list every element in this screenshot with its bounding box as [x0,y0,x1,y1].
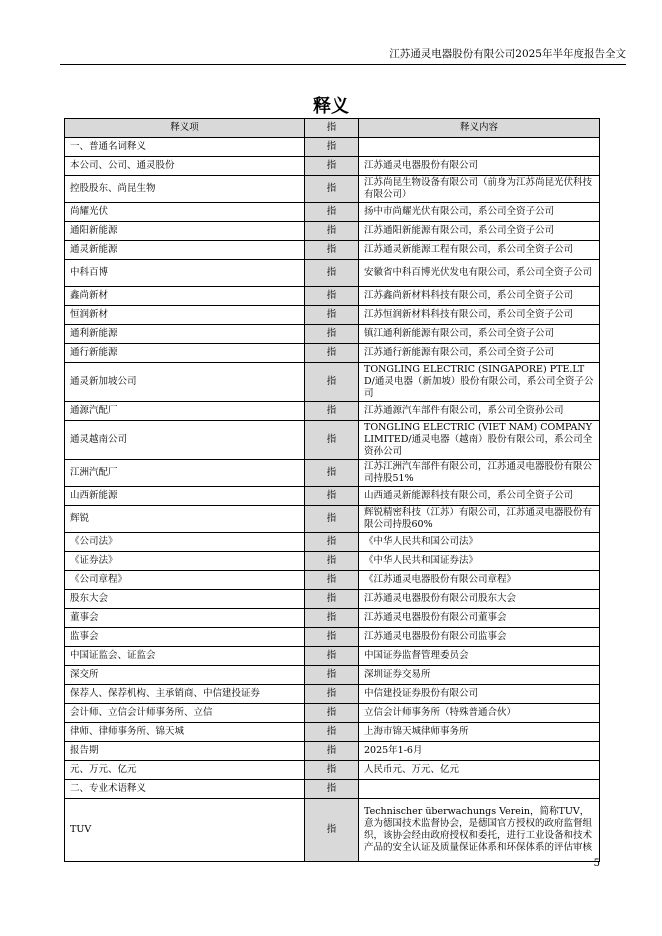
ref-cell: 指 [305,799,359,862]
definition-cell: 江苏尚昆生物设备有限公司（前身为江苏尚昆光伏科技有限公司） [359,176,600,203]
definition-cell: 江苏鑫尚新材料科技有限公司，系公司全资子公司 [359,287,600,306]
ref-cell: 指 [305,287,359,306]
term-cell: TUV [65,799,305,862]
definition-cell: 深圳证券交易所 [359,666,600,685]
definition-cell: 江苏通阳新能源有限公司，系公司全资子公司 [359,222,600,241]
definition-cell: 江苏通灵新能源工程有限公司，系公司全资子公司 [359,241,600,260]
term-cell: 报告期 [65,742,305,761]
ref-cell: 指 [305,402,359,421]
term-cell: 通行新能源 [65,344,305,363]
term-cell: 本公司、公司、通灵股份 [65,157,305,176]
definition-cell [359,780,600,799]
table-row [65,287,600,306]
definition-cell: 《中华人民共和国证券法》 [359,552,600,571]
ref-cell: 指 [305,138,359,157]
table-row [65,138,600,157]
term-cell: 《公司法》 [65,533,305,552]
term-cell: 二、专业术语释义 [65,780,305,799]
ref-cell: 指 [305,176,359,203]
table-row [65,704,600,723]
term-cell: 一、普通名词释义 [65,138,305,157]
ref-cell: 指 [305,723,359,742]
definition-cell: 立信会计师事务所（特殊普通合伙） [359,704,600,723]
table-row [65,571,600,590]
definition-cell: 《江苏通灵电器股份有限公司章程》 [359,571,600,590]
ref-cell: 指 [305,363,359,402]
definition-cell: 江苏通源汽车部件有限公司，系公司全资孙公司 [359,402,600,421]
column-header-term: 释义项 [65,119,305,138]
definitions-table [64,118,600,862]
ref-cell: 指 [305,647,359,666]
term-cell: 元、万元、亿元 [65,761,305,780]
ref-cell: 指 [305,742,359,761]
ref-cell: 指 [305,157,359,176]
page-title: 释义 [313,96,349,117]
definition-cell: 中国证券监督管理委员会 [359,647,600,666]
table-row [65,761,600,780]
term-cell: 律师、律师事务所、锦天城 [65,723,305,742]
ref-cell: 指 [305,460,359,487]
ref-cell: 指 [305,609,359,628]
table-row [65,780,600,799]
table-row [65,306,600,325]
term-cell: 《证券法》 [65,552,305,571]
ref-cell: 指 [305,533,359,552]
table-header-row [65,119,600,138]
table-row [65,506,600,533]
table-row [65,533,600,552]
ref-cell: 指 [305,552,359,571]
definition-cell [359,138,600,157]
table-body [65,138,600,862]
ref-cell: 指 [305,203,359,222]
table-row [65,609,600,628]
definition-cell: 《中华人民共和国公司法》 [359,533,600,552]
table-row [65,742,600,761]
term-cell: 股东大会 [65,590,305,609]
header-divider [60,64,626,65]
ref-cell: 指 [305,628,359,647]
term-cell: 保荐人、保荐机构、主承销商、中信建投证券 [65,685,305,704]
table-row [65,363,600,402]
table-row [65,799,600,862]
term-cell: 江洲汽配厂 [65,460,305,487]
definition-cell: 江苏通行新能源有限公司，系公司全资子公司 [359,344,600,363]
table-row [65,157,600,176]
table-row [65,241,600,260]
term-cell: 通灵新能源 [65,241,305,260]
table-row [65,176,600,203]
column-header-ref: 指 [305,119,359,138]
table-row [65,325,600,344]
ref-cell: 指 [305,306,359,325]
ref-cell: 指 [305,260,359,287]
term-cell: 深交所 [65,666,305,685]
running-header: 江苏通灵电器股份有限公司2025年半年度报告全文 [389,48,626,60]
term-cell: 董事会 [65,609,305,628]
definition-cell: 2025年1-6月 [359,742,600,761]
term-cell: 通灵新加坡公司 [65,363,305,402]
term-cell: 《公司章程》 [65,571,305,590]
definition-cell: TONGLING ELECTRIC (VIET NAM) COMPANY LIMITED/通灵电器（越南）股份有限公司，系公司全资孙公司 [359,421,600,460]
table-row [65,402,600,421]
definition-cell: 人民币元、万元、亿元 [359,761,600,780]
ref-cell: 指 [305,590,359,609]
ref-cell: 指 [305,506,359,533]
ref-cell: 指 [305,325,359,344]
ref-cell: 指 [305,761,359,780]
table-row [65,590,600,609]
definition-cell: TONGLING ELECTRIC (SINGAPORE) PTE.LTD/通灵电器（新加坡）股份有限公司，系公司全资子公司 [359,363,600,402]
definition-cell: 镇江通利新能源有限公司，系公司全资子公司 [359,325,600,344]
definition-cell: 江苏江洲汽车部件有限公司，江苏通灵电器股份有限公司持股51% [359,460,600,487]
definition-cell: 中信建投证券股份有限公司 [359,685,600,704]
term-cell: 通阳新能源 [65,222,305,241]
definition-cell: 上海市锦天城律师事务所 [359,723,600,742]
definition-cell: 安徽省中科百博光伏发电有限公司，系公司全资子公司 [359,260,600,287]
term-cell: 会计师、立信会计师事务所、立信 [65,704,305,723]
ref-cell: 指 [305,685,359,704]
ref-cell: 指 [305,487,359,506]
table-row [65,647,600,666]
table-row [65,222,600,241]
term-cell: 山西新能源 [65,487,305,506]
term-cell: 中科百博 [65,260,305,287]
term-cell: 鑫尚新材 [65,287,305,306]
definition-cell: 江苏通灵电器股份有限公司董事会 [359,609,600,628]
table-row [65,685,600,704]
definition-cell: 辉锐精密科技（江苏）有限公司，江苏通灵电器股份有限公司持股60% [359,506,600,533]
column-header-definition: 释义内容 [359,119,600,138]
definition-cell: Technischer überwachungs Verein，简称TUV，意为德国技术监督协会，是德国官方授权的政府监督组织，该协会经由政府授权和委托，进行工业设备和技术产品的安全认证及质量保证体系和环保体系的评估审核 [359,799,600,862]
ref-cell: 指 [305,704,359,723]
ref-cell: 指 [305,780,359,799]
table-row [65,344,600,363]
term-cell: 监事会 [65,628,305,647]
term-cell: 通灵越南公司 [65,421,305,460]
term-cell: 控股股东、尚昆生物 [65,176,305,203]
definition-cell: 江苏恒润新材料科技有限公司，系公司全资子公司 [359,306,600,325]
term-cell: 通利新能源 [65,325,305,344]
page-number: 5 [593,858,600,869]
table-row [65,203,600,222]
table-row [65,552,600,571]
term-cell: 尚耀光伏 [65,203,305,222]
term-cell: 辉锐 [65,506,305,533]
table-row [65,260,600,287]
definition-cell: 扬中市尚耀光伏有限公司，系公司全资子公司 [359,203,600,222]
table-row [65,487,600,506]
definition-cell: 江苏通灵电器股份有限公司监事会 [359,628,600,647]
ref-cell: 指 [305,666,359,685]
table-row [65,460,600,487]
term-cell: 中国证监会、证监会 [65,647,305,666]
table-row [65,666,600,685]
ref-cell: 指 [305,571,359,590]
ref-cell: 指 [305,222,359,241]
table-row [65,421,600,460]
definition-cell: 江苏通灵电器股份有限公司 [359,157,600,176]
table-row [65,723,600,742]
ref-cell: 指 [305,241,359,260]
ref-cell: 指 [305,344,359,363]
term-cell: 恒润新材 [65,306,305,325]
table-row [65,628,600,647]
term-cell: 通源汽配厂 [65,402,305,421]
definition-cell: 山西通灵新能源科技有限公司，系公司全资子公司 [359,487,600,506]
definition-cell: 江苏通灵电器股份有限公司股东大会 [359,590,600,609]
ref-cell: 指 [305,421,359,460]
